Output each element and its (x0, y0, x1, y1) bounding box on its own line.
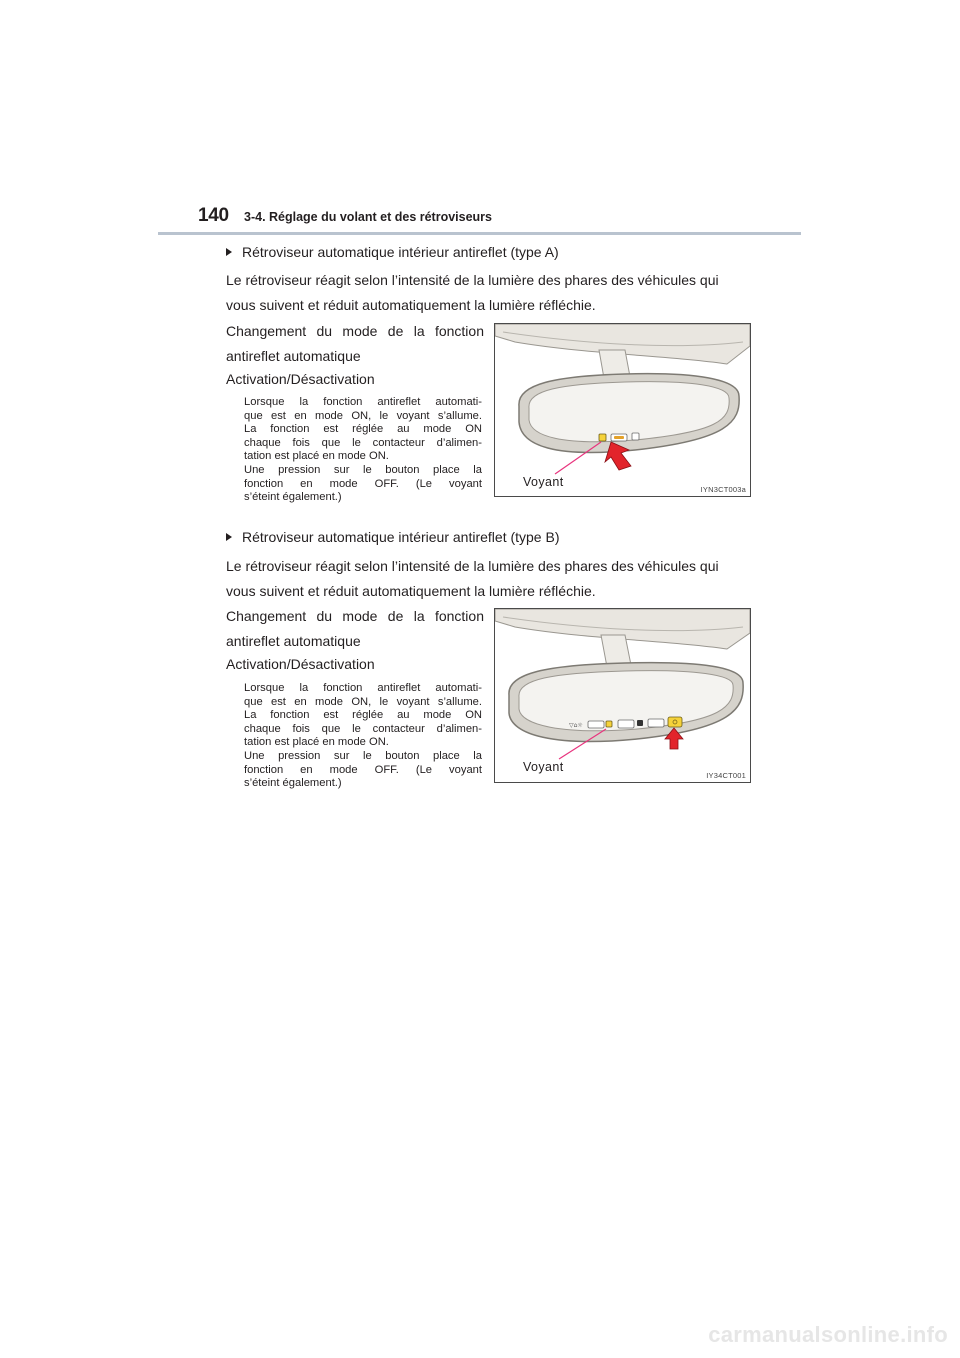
page-number: 140 (198, 205, 229, 226)
voyant-callout-label: Voyant (523, 475, 564, 489)
type-b-mirror-drawing (495, 609, 750, 782)
note-line: fonction en mode OFF. (Le voyant (244, 763, 482, 776)
section-title: 3-4. Réglage du volant et des rétroviseurs (244, 210, 492, 224)
figure-code: IY34CT001 (706, 771, 746, 780)
bullet-triangle-icon (226, 533, 232, 541)
note-line: Lorsque la fonction antireflet automati- (244, 682, 482, 694)
figure-code: IYN3CT003a (700, 485, 746, 494)
type-a-mirror-illustration (494, 323, 751, 497)
note-line: s’éteint également.) (244, 777, 342, 790)
type-b-note (244, 682, 482, 791)
type-b-mirror-illustration (494, 608, 751, 783)
note-line: La fonction est réglée au mode ON (244, 709, 482, 722)
type-b-mode-line: antireflet automatique (226, 633, 361, 649)
type-a-mirror-drawing (495, 324, 750, 496)
note-line: chaque fois que le contacteur d’alimen- (244, 436, 482, 449)
type-a-intro-line: Le rétroviseur réagit selon l’intensité de la lumière des phares des véhicules qui (226, 272, 719, 288)
note-line: s’éteint également.) (244, 491, 342, 504)
note-line: Lorsque la fonction antireflet automati- (244, 396, 482, 408)
type-a-mode-line: Changement du mode de la fonction (226, 323, 484, 339)
type-b-heading-text: Rétroviseur automatique intérieur antireflet (type B) (242, 529, 560, 545)
note-line: tation est placé en mode ON. (244, 450, 389, 463)
note-line: chaque fois que le contacteur d’alimen- (244, 722, 482, 735)
type-b-intro-line: Le rétroviseur réagit selon l’intensité de la lumière des phares des véhicules qui (226, 558, 719, 574)
svg-text:▽⌂☼: ▽⌂☼ (569, 722, 583, 729)
type-a-mode-label (226, 319, 484, 369)
type-a-heading (226, 244, 559, 260)
note-line: fonction en mode OFF. (Le voyant (244, 477, 482, 490)
note-line: Une pression sur le bouton place la (244, 749, 482, 762)
type-a-note (244, 396, 482, 505)
watermark: carmanualsonline.info (708, 1322, 948, 1347)
note-line: que est en mode ON, le voyant s’allume. (244, 409, 482, 422)
note-line: tation est placé en mode ON. (244, 736, 389, 749)
type-b-mode-label (226, 604, 484, 654)
type-b-heading (226, 529, 559, 545)
type-b-toggle-label: Activation/Désactivation (226, 656, 375, 672)
type-b-intro-line: vous suivent et réduit automatiquement la lumière réfléchie. (226, 583, 596, 599)
note-line: Une pression sur le bouton place la (244, 463, 482, 476)
type-a-intro (226, 268, 756, 318)
type-a-mode-line: antireflet automatique (226, 348, 361, 364)
note-line: La fonction est réglée au mode ON (244, 423, 482, 436)
type-b-intro (226, 554, 756, 604)
type-a-intro-line: vous suivent et réduit automatiquement la lumière réfléchie. (226, 297, 596, 313)
note-line: que est en mode ON, le voyant s’allume. (244, 695, 482, 708)
type-a-heading-text: Rétroviseur automatique intérieur antireflet (type A) (242, 244, 559, 260)
header-rule (158, 232, 801, 235)
type-b-mode-line: Changement du mode de la fonction (226, 608, 484, 624)
voyant-callout-label: Voyant (523, 760, 564, 774)
type-a-toggle-label: Activation/Désactivation (226, 371, 375, 387)
bullet-triangle-icon (226, 248, 232, 256)
